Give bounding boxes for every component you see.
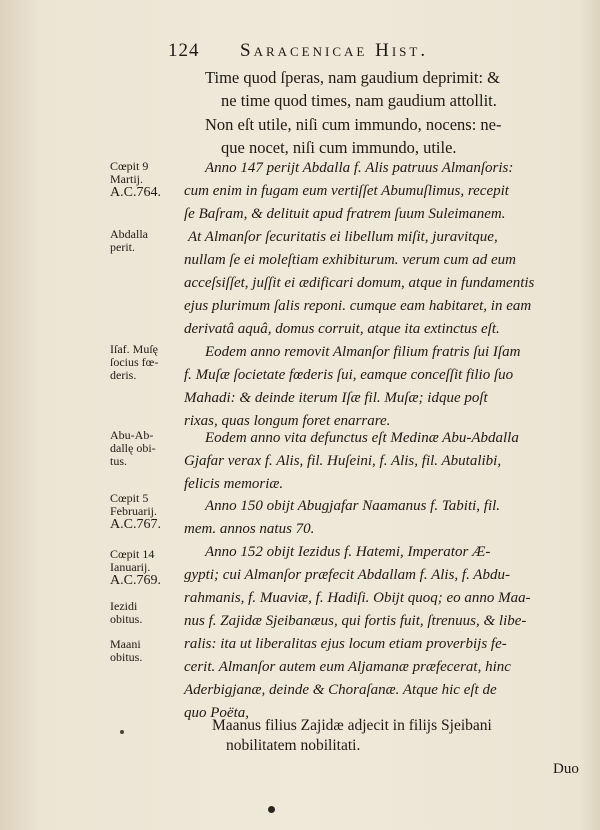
verse-line: Non eſt utile, niſi cum immundo, nocens: ne-	[205, 115, 502, 134]
margin-note-line: Ianuarij.	[110, 560, 151, 574]
verse-line: que nocet, niſi cum immundo, utile.	[221, 138, 457, 157]
verse-line: ne time quod times, nam gaudium attollit.	[221, 91, 497, 110]
margin-note	[110, 600, 180, 626]
paragraph-line: Aderbigjanæ, deinde & Choraſanæ. Atque hic eſt de	[184, 682, 497, 698]
margin-note-line: ſocius fœ-	[110, 355, 159, 369]
paragraph-line: derivatâ aquâ, domus corruit, atque ita extinctus eſt.	[184, 321, 500, 337]
paragraph-line: Eodem anno removit Almanſor filium fratris ſui Iſam	[205, 344, 521, 360]
paragraph-line: felicis memoriæ.	[184, 476, 284, 492]
ornament-dot	[268, 806, 275, 813]
margin-note-line: Februarij.	[110, 504, 157, 518]
paragraph-line: Mahadi: & deinde iterum Iſæ fil. Muſæ; idque poſt	[184, 390, 488, 406]
margin-note-line: tus.	[110, 454, 128, 468]
margin-note-line: Abu-Ab-	[110, 428, 154, 442]
paragraph-line: nus f. Zajidæ Sjeibanæus, qui fortis fuit, ſtrenuus, & libe-	[184, 613, 527, 629]
paragraph-line: ejus plurimum ſalis reponi. cumque eam habitaret, in eam	[184, 298, 532, 314]
closing-line: nobilitatem nobilitati.	[226, 737, 361, 754]
paragraph-line: Anno 147 perijt Abdalla f. Alis patruus Almanſoris:	[205, 160, 514, 176]
margin-note	[110, 638, 180, 664]
page-number: 124	[168, 40, 200, 61]
paragraph-line: At Almanſor ſecuritatis ei libellum miſit, juravitque,	[188, 229, 498, 245]
margin-note-line: A.C.769.	[110, 573, 161, 588]
paragraph-line: Anno 150 obijt Abugjafar Naamanus f. Tabiti, fil.	[205, 498, 501, 514]
margin-note-line: Iezidi	[110, 599, 138, 613]
margin-note	[110, 548, 180, 587]
margin-note	[110, 160, 180, 199]
margin-note-line: dallę obi-	[110, 441, 156, 455]
paragraph-line: rahmanis, f. Muaviæ, f. Hadiſi. Obijt quoq; eo anno Maa-	[184, 590, 531, 606]
margin-note-line: perit.	[110, 240, 135, 254]
margin-note-line: Abdalla	[110, 227, 148, 241]
margin-note-line: Cœpit 14	[110, 547, 155, 561]
paragraph-line: Eodem anno vita defunctus eſt Medinæ Abu-Abdalla	[205, 430, 519, 446]
margin-note	[110, 228, 180, 254]
ink-speck	[120, 730, 124, 734]
margin-note	[110, 429, 180, 468]
margin-note-line: A.C.767.	[110, 517, 161, 532]
paragraph-line: cerit. Almanſor autem eum Aljamanæ præfecerat, hinc	[184, 659, 511, 675]
paragraph-line: mem. annos natus 70.	[184, 521, 315, 537]
paragraph-line: acceſsiſſet, juſſit ei ædificari domum, atque in fundamentis	[184, 275, 535, 291]
paragraph-line: Anno 152 obijt Iezidus f. Hatemi, Imperator Æ-	[205, 544, 491, 560]
closing-line: Maanus filius Zajidæ adjecit in filijs Sjeibani	[212, 717, 492, 734]
paragraph-line: quo Poëta,	[184, 705, 249, 721]
paragraph-line: nullam ſe ei moleſtiam exhibiturum. verum cum ad eum	[184, 252, 517, 268]
catchword: Duo	[553, 761, 579, 777]
margin-note-line: Iſaf. Muſę	[110, 342, 158, 356]
margin-note-line: Cœpit 5	[110, 491, 149, 505]
running-title: Saracenicae Hist.	[240, 40, 429, 61]
margin-note	[110, 343, 180, 382]
paragraph-line: gypti; cui Almanſor præfecit Abdallam f. Alis, f. Abdu-	[184, 567, 510, 583]
verse-line: Time quod ſperas, nam gaudium deprimit: &	[205, 68, 500, 87]
paragraph-line: cum enim in fugam eum vertiſſet Abumuſlimus, recepit	[184, 183, 509, 199]
margin-note-line: Cœpit 9	[110, 159, 149, 173]
margin-note	[110, 492, 180, 531]
margin-note-line: deris.	[110, 368, 137, 382]
paragraph-line: Gjafar verax f. Alis, fil. Huſeini, f. Alis, fil. Abutalibi,	[184, 453, 502, 469]
margin-note-line: Maani	[110, 637, 141, 651]
margin-note-line: A.C.764.	[110, 185, 161, 200]
paragraph-line: ralis: ita ut liberalitas ejus locum etiam proverbijs fe-	[184, 636, 507, 652]
paragraph-line: ſe Baſram, & delituit apud fratrem ſuum Suleimanem.	[184, 206, 506, 222]
paragraph-line: f. Muſæ ſocietate fœderis ſui, eamque conceſſit filio ſuo	[184, 367, 514, 383]
margin-note-line: obitus.	[110, 612, 143, 626]
margin-note-line: Martij.	[110, 172, 143, 186]
paragraph-line: rixas, quas longum foret enarrare.	[184, 413, 391, 429]
running-head	[168, 40, 548, 62]
margin-note-line: obitus.	[110, 650, 143, 664]
